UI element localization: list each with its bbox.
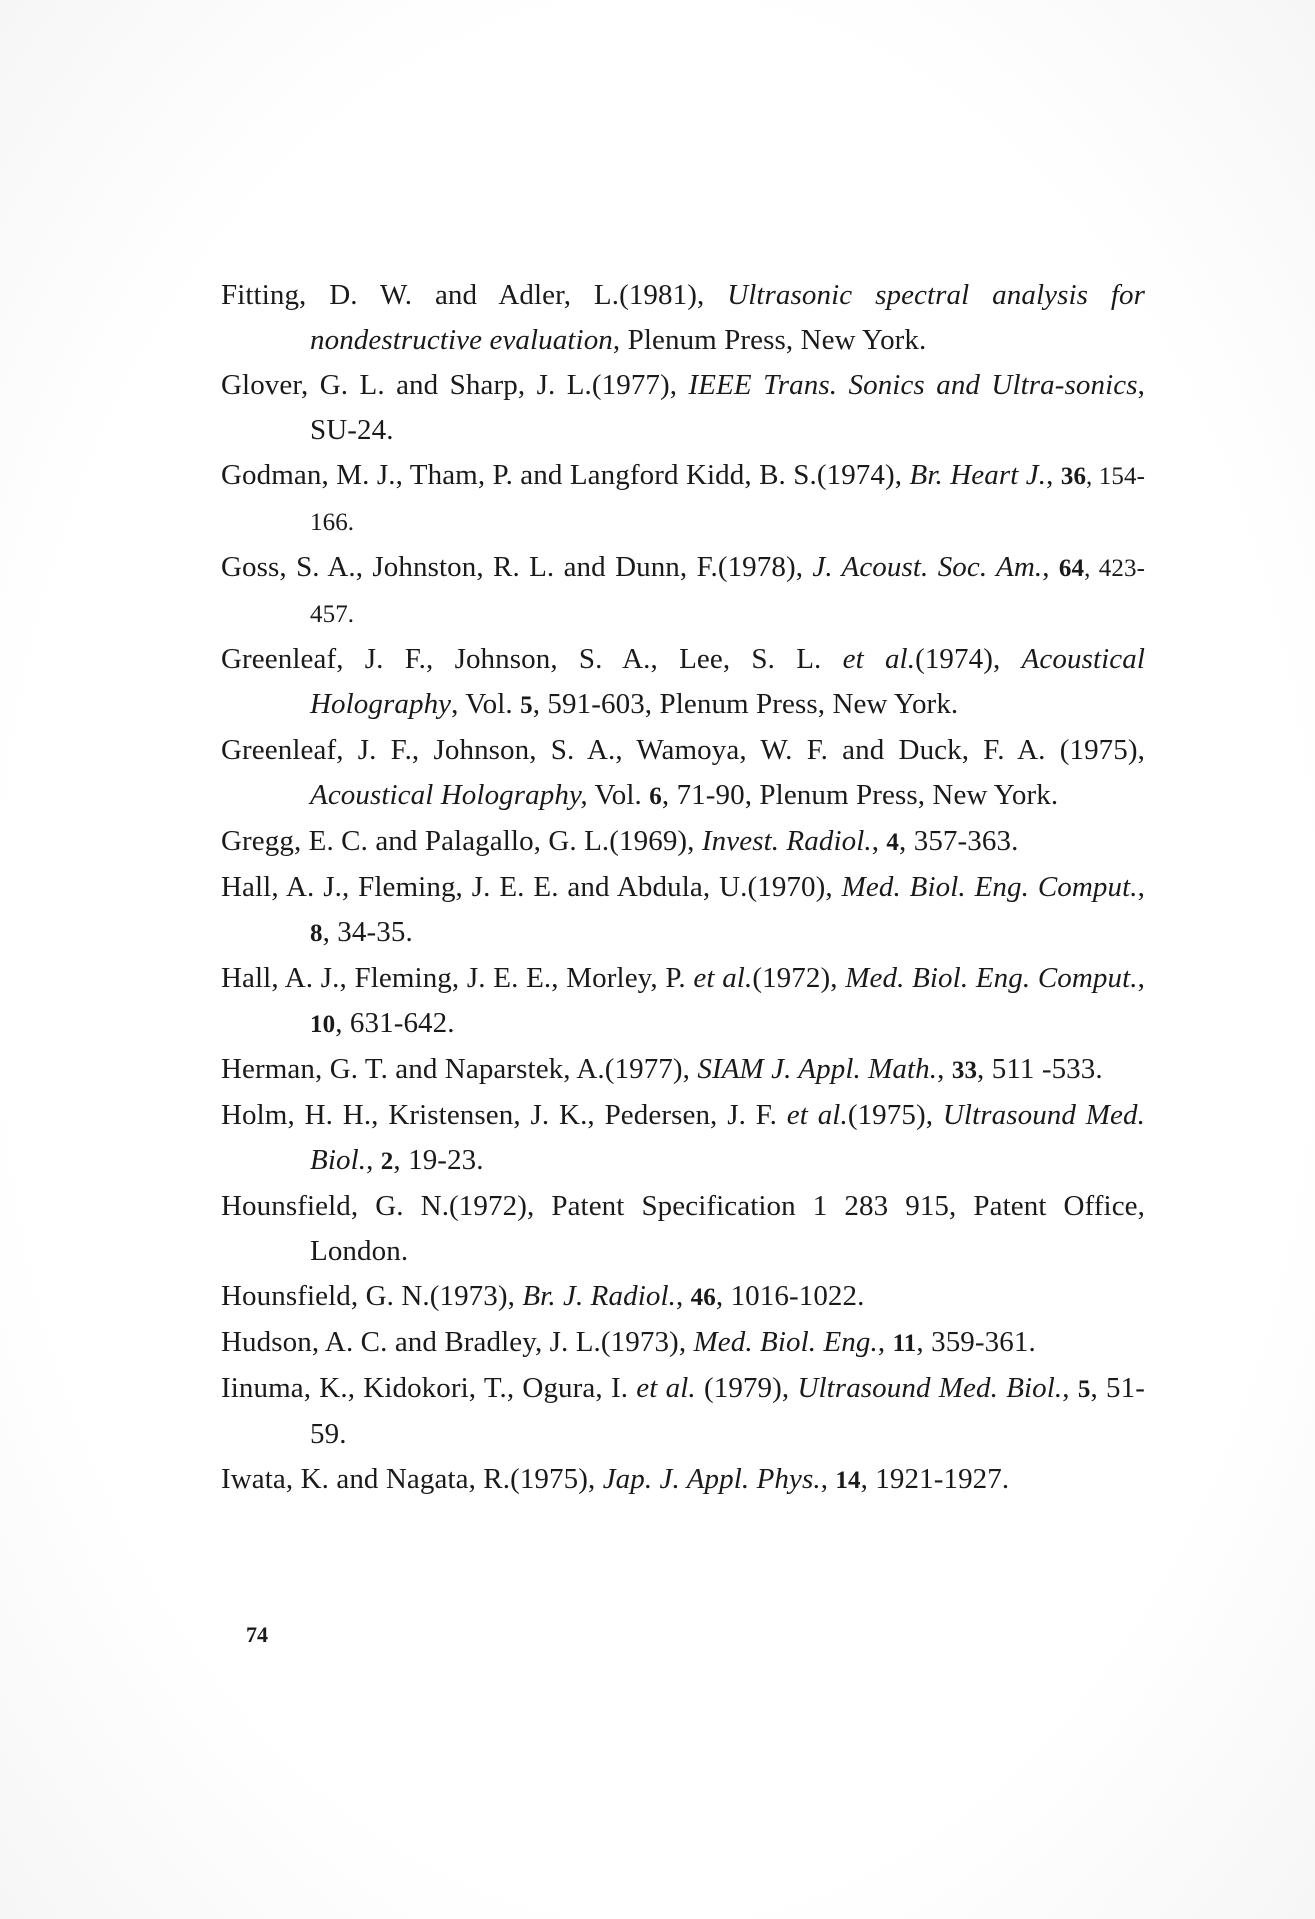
reference-text: Hall, A. J., Fleming, J. E. E. and Abdula, U.(1970),: [221, 871, 842, 903]
reference-text: ,: [1046, 459, 1061, 491]
reference-volume: 33: [951, 1057, 978, 1084]
reference-title: Ultrasound Med. Biol.: [797, 1372, 1063, 1404]
page-number: 74: [246, 1622, 268, 1647]
reference-text: , 591-603, Plenum Press, New York.: [532, 688, 959, 720]
reference-entry: [221, 1047, 1145, 1093]
reference-entry: [221, 956, 1145, 1047]
reference-text: ,: [366, 1144, 381, 1176]
reference-volume: 5: [1077, 1376, 1091, 1403]
reference-title: Jap. J. Appl. Phys.: [602, 1463, 821, 1495]
reference-text: , 631-642.: [335, 1007, 455, 1039]
reference-text: , SU-24.: [310, 369, 1145, 446]
reference-volume: 2: [380, 1148, 394, 1175]
reference-text: Fitting, D. W. and Adler, L.(1981),: [221, 279, 728, 311]
reference-text: Hounsfield, G. N.(1972), Patent Specification 1 283 915, Patent Office, London.: [221, 1190, 1145, 1267]
reference-text: Hall, A. J., Fleming, J. E. E., Morley, P.: [221, 962, 694, 994]
reference-entry: [221, 865, 1145, 956]
reference-text: Herman, G. T. and Naparstek, A.(1977),: [221, 1053, 698, 1085]
reference-title: Med. Biol. Eng. Comput.: [841, 871, 1138, 903]
reference-volume: 6: [649, 783, 662, 810]
reference-volume: 36: [1060, 463, 1087, 490]
reference-text: , Vol.: [451, 688, 521, 720]
reference-text: Goss, S. A., Johnston, R. L. and Dunn, F.(1978),: [221, 551, 813, 583]
reference-text: Godman, M. J., Tham, P. and Langford Kidd, B. S.(1974),: [221, 459, 910, 491]
reference-text: Iwata, K. and Nagata, R.(1975),: [221, 1463, 603, 1495]
reference-text: ,: [1137, 962, 1145, 994]
reference-text: , 51-59.: [310, 1372, 1145, 1450]
reference-title: Acoustical Holography: [310, 643, 1145, 720]
reference-text: (1974),: [915, 643, 1022, 675]
reference-text: , Plenum Press, New York.: [612, 324, 927, 356]
reference-volume: 64: [1058, 555, 1085, 582]
reference-text: ,: [937, 1053, 952, 1085]
reference-text: Holm, H. H., Kristensen, J. K., Pedersen, J. F.: [221, 1099, 787, 1131]
reference-entry: [221, 1184, 1145, 1274]
reference-entry: [221, 728, 1145, 819]
reference-text: ,: [1137, 871, 1145, 903]
reference-text: Gregg, E. C. and Palagallo, G. L.(1969),: [221, 825, 702, 857]
reference-title: et al.: [636, 1372, 696, 1404]
reference-volume: 46: [690, 1284, 716, 1311]
reference-title: Med. Biol. Eng. Comput.: [845, 962, 1138, 994]
reference-entry: [221, 1320, 1145, 1366]
reference-entry: [221, 545, 1145, 637]
reference-entry: [221, 1366, 1145, 1457]
reference-text: , 71-90, Plenum Press, New York.: [661, 779, 1059, 811]
reference-text: (1972),: [752, 962, 846, 994]
reference-title: et al.: [693, 962, 753, 994]
reference-title: SIAM J. Appl. Math.: [697, 1053, 938, 1085]
reference-title: Ultrasonic spectral analysis for nondestructive evaluation: [310, 279, 1145, 356]
reference-title: et al.: [786, 1099, 848, 1131]
reference-text: ,: [877, 1326, 893, 1358]
reference-title: J. Acoust. Soc. Am.: [812, 551, 1043, 583]
reference-entry: [221, 363, 1145, 453]
reference-text: , 34-35.: [322, 916, 413, 948]
reference-text: Greenleaf, J. F., Johnson, S. A., Lee, S. L.: [221, 643, 843, 675]
reference-text: Greenleaf, J. F., Johnson, S. A., Wamoya, W. F. and Duck, F. A. (1975),: [221, 734, 1145, 766]
reference-entry: [221, 453, 1145, 545]
reference-list: [221, 273, 1145, 1503]
reference-volume: 14: [835, 1467, 861, 1494]
reference-text: ,: [675, 1280, 691, 1312]
reference-text: , 423-457.: [310, 555, 1145, 628]
reference-text: , 357-363.: [899, 825, 1019, 857]
reference-entry: [221, 819, 1145, 865]
reference-title: Invest. Radiol.: [701, 825, 872, 857]
reference-entry: [221, 1093, 1145, 1184]
reference-title: Br. J. Radiol.: [522, 1280, 676, 1312]
reference-text: Hounsfield, G. N.(1973),: [221, 1280, 523, 1312]
reference-entry: [221, 273, 1145, 363]
reference-title: Med. Biol. Eng.: [693, 1326, 878, 1358]
reference-text: , 511 -533.: [977, 1053, 1103, 1085]
reference-title: Br. Heart J.: [909, 459, 1047, 491]
reference-title: et al.: [842, 643, 916, 675]
reference-text: ,: [820, 1463, 836, 1495]
reference-volume: 8: [310, 920, 323, 947]
reference-volume: 4: [886, 829, 900, 856]
reference-text: Vol.: [587, 779, 650, 811]
reference-text: , 19-23.: [393, 1144, 484, 1176]
reference-title: IEEE Trans. Sonics and Ultra-sonics: [688, 369, 1138, 401]
reference-volume: 10: [310, 1011, 336, 1038]
reference-volume: 11: [892, 1330, 917, 1357]
reference-text: , 154-166.: [310, 463, 1146, 536]
reference-text: , 1921-1927.: [860, 1463, 1010, 1495]
reference-text: Glover, G. L. and Sharp, J. L.(1977),: [221, 369, 689, 401]
reference-text: Iinuma, K., Kidokori, T., Ogura, I.: [221, 1372, 637, 1404]
reference-volume: 5: [520, 692, 533, 719]
reference-text: , 1016-1022.: [715, 1280, 865, 1312]
reference-text: ,: [871, 825, 887, 857]
reference-entry: [221, 637, 1145, 728]
reference-title: Ultrasound Med. Biol.: [310, 1099, 1145, 1176]
reference-text: ,: [1042, 551, 1059, 583]
reference-text: (1979),: [695, 1372, 798, 1404]
reference-text: , 359-361.: [916, 1326, 1036, 1358]
reference-title: Acoustical Holography,: [310, 779, 588, 811]
reference-text: ,: [1062, 1372, 1078, 1404]
reference-entry: [221, 1274, 1145, 1320]
reference-text: (1975),: [847, 1099, 943, 1131]
reference-text: Hudson, A. C. and Bradley, J. L.(1973),: [221, 1326, 694, 1358]
reference-entry: [221, 1457, 1145, 1503]
